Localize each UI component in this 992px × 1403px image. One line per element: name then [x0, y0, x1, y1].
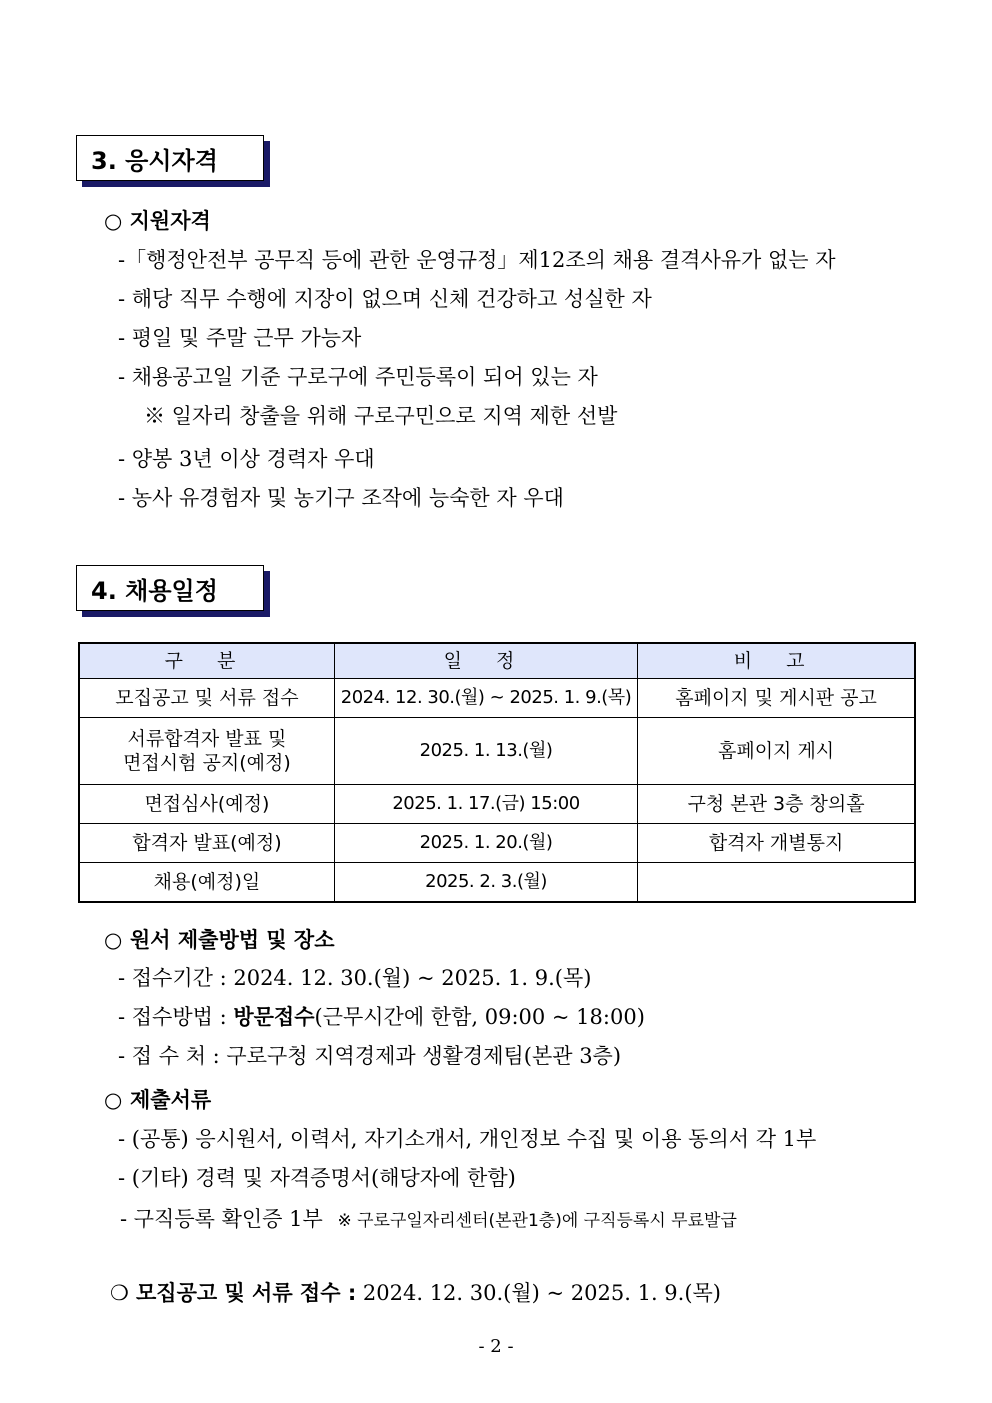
eligibility-item-6: - 농사 유경험자 및 농기구 조작에 능숙한 자 우대: [118, 486, 564, 510]
row-category: 면접심사(예정): [79, 785, 334, 824]
row-category: [79, 718, 334, 785]
row-schedule: 2024. 12. 30.(월) ~ 2025. 1. 9.(목): [334, 679, 637, 718]
section-3-heading: [76, 135, 264, 181]
summary-value: 2024. 12. 30.(월) ~ 2025. 1. 9.(목): [362, 1281, 722, 1305]
row-category: 채용(예정)일: [79, 863, 334, 902]
eligibility-note: ※ 일자리 창출을 위해 구로구민으로 지역 제한 선발: [144, 404, 618, 428]
row-remarks: 홈페이지 게시: [638, 718, 915, 785]
documents-item-2: - (기타) 경력 및 자격증명서(해당자에 한함): [118, 1166, 516, 1190]
header-category: 구 분: [79, 643, 334, 679]
row-schedule: 2025. 1. 20.(월): [334, 824, 637, 863]
submission-method: - 접수방법 : 방문접수(근무시간에 한함, 09:00 ~ 18:00): [118, 1005, 645, 1029]
summary-label: 모집공고 및 서류 접수 :: [136, 1281, 357, 1305]
submission-title: 원서 제출방법 및 장소: [130, 928, 335, 952]
row-category-line-1: 서류합격자 발표 및: [127, 728, 287, 750]
submission-place: - 접 수 처 : 구로구청 지역경제과 생활경제팀(본관 3층): [118, 1044, 622, 1068]
row-remarks: 홈페이지 및 게시판 공고: [638, 679, 915, 718]
row-category-line-2: 면접시험 공지(예정): [123, 752, 291, 774]
row-remarks: 구청 본관 3층 창의홀: [638, 785, 915, 824]
table-row: [79, 785, 915, 824]
submission-title-line: [104, 926, 335, 954]
row-category: 합격자 발표(예정): [79, 824, 334, 863]
documents-item-3: - 구직등록 확인증 1부 ※ 구로구일자리센터(본관1층)에 구직등록시 무료발급: [120, 1207, 737, 1231]
header-schedule: 일 정: [334, 643, 637, 679]
page-number: - 2 -: [478, 1336, 514, 1357]
row-schedule: 2025. 1. 13.(월): [334, 718, 637, 785]
documents-item-1: - (공통) 응시원서, 이력서, 자기소개서, 개인정보 수집 및 이용 동의서 각 1부: [118, 1127, 817, 1151]
section-4-title: 4. 채용일정: [91, 576, 218, 605]
eligibility-item-3: - 평일 및 주말 근무 가능자: [118, 326, 362, 350]
row-schedule: 2025. 2. 3.(월): [334, 863, 637, 902]
circle-bullet-icon: ○: [104, 928, 123, 952]
row-schedule: 2025. 1. 17.(금) 15:00: [334, 785, 637, 824]
table-row: [79, 824, 915, 863]
eligibility-item-4: - 채용공고일 기준 구로구에 주민등록이 되어 있는 자: [118, 365, 598, 389]
circle-bullet-icon: ○: [104, 1088, 123, 1112]
row-remarks: 합격자 개별통지: [638, 824, 915, 863]
table-row: [79, 679, 915, 718]
documents-title-line: [104, 1086, 211, 1114]
summary-line: [110, 1279, 721, 1307]
table-header-row: [79, 643, 915, 679]
eligibility-item-1: -「행정안전부 공무직 등에 관한 운영규정」제12조의 채용 결격사유가 없는 자: [118, 248, 836, 272]
header-remarks: 비 고: [638, 643, 915, 679]
row-category: 모집공고 및 서류 접수: [79, 679, 334, 718]
documents-item-3-note: ※ 구로구일자리센터(본관1층)에 구직등록시 무료발급: [337, 1211, 737, 1231]
eligibility-subtitle: ○ 지원자격: [104, 209, 211, 233]
section-4-heading: [76, 565, 264, 611]
table-row: [79, 718, 915, 785]
table-row: [79, 863, 915, 902]
circle-bullet-icon: ❍: [110, 1281, 129, 1305]
schedule-table: [78, 642, 916, 903]
section-3-title: 3. 응시자격: [91, 146, 218, 175]
submission-period: - 접수기간 : 2024. 12. 30.(월) ~ 2025. 1. 9.(목): [118, 966, 592, 990]
eligibility-item-5: - 양봉 3년 이상 경력자 우대: [118, 447, 375, 471]
row-remarks: [638, 863, 915, 902]
eligibility-item-2: - 해당 직무 수행에 지장이 없으며 신체 건강하고 성실한 자: [118, 287, 652, 311]
documents-title: 제출서류: [130, 1088, 212, 1112]
